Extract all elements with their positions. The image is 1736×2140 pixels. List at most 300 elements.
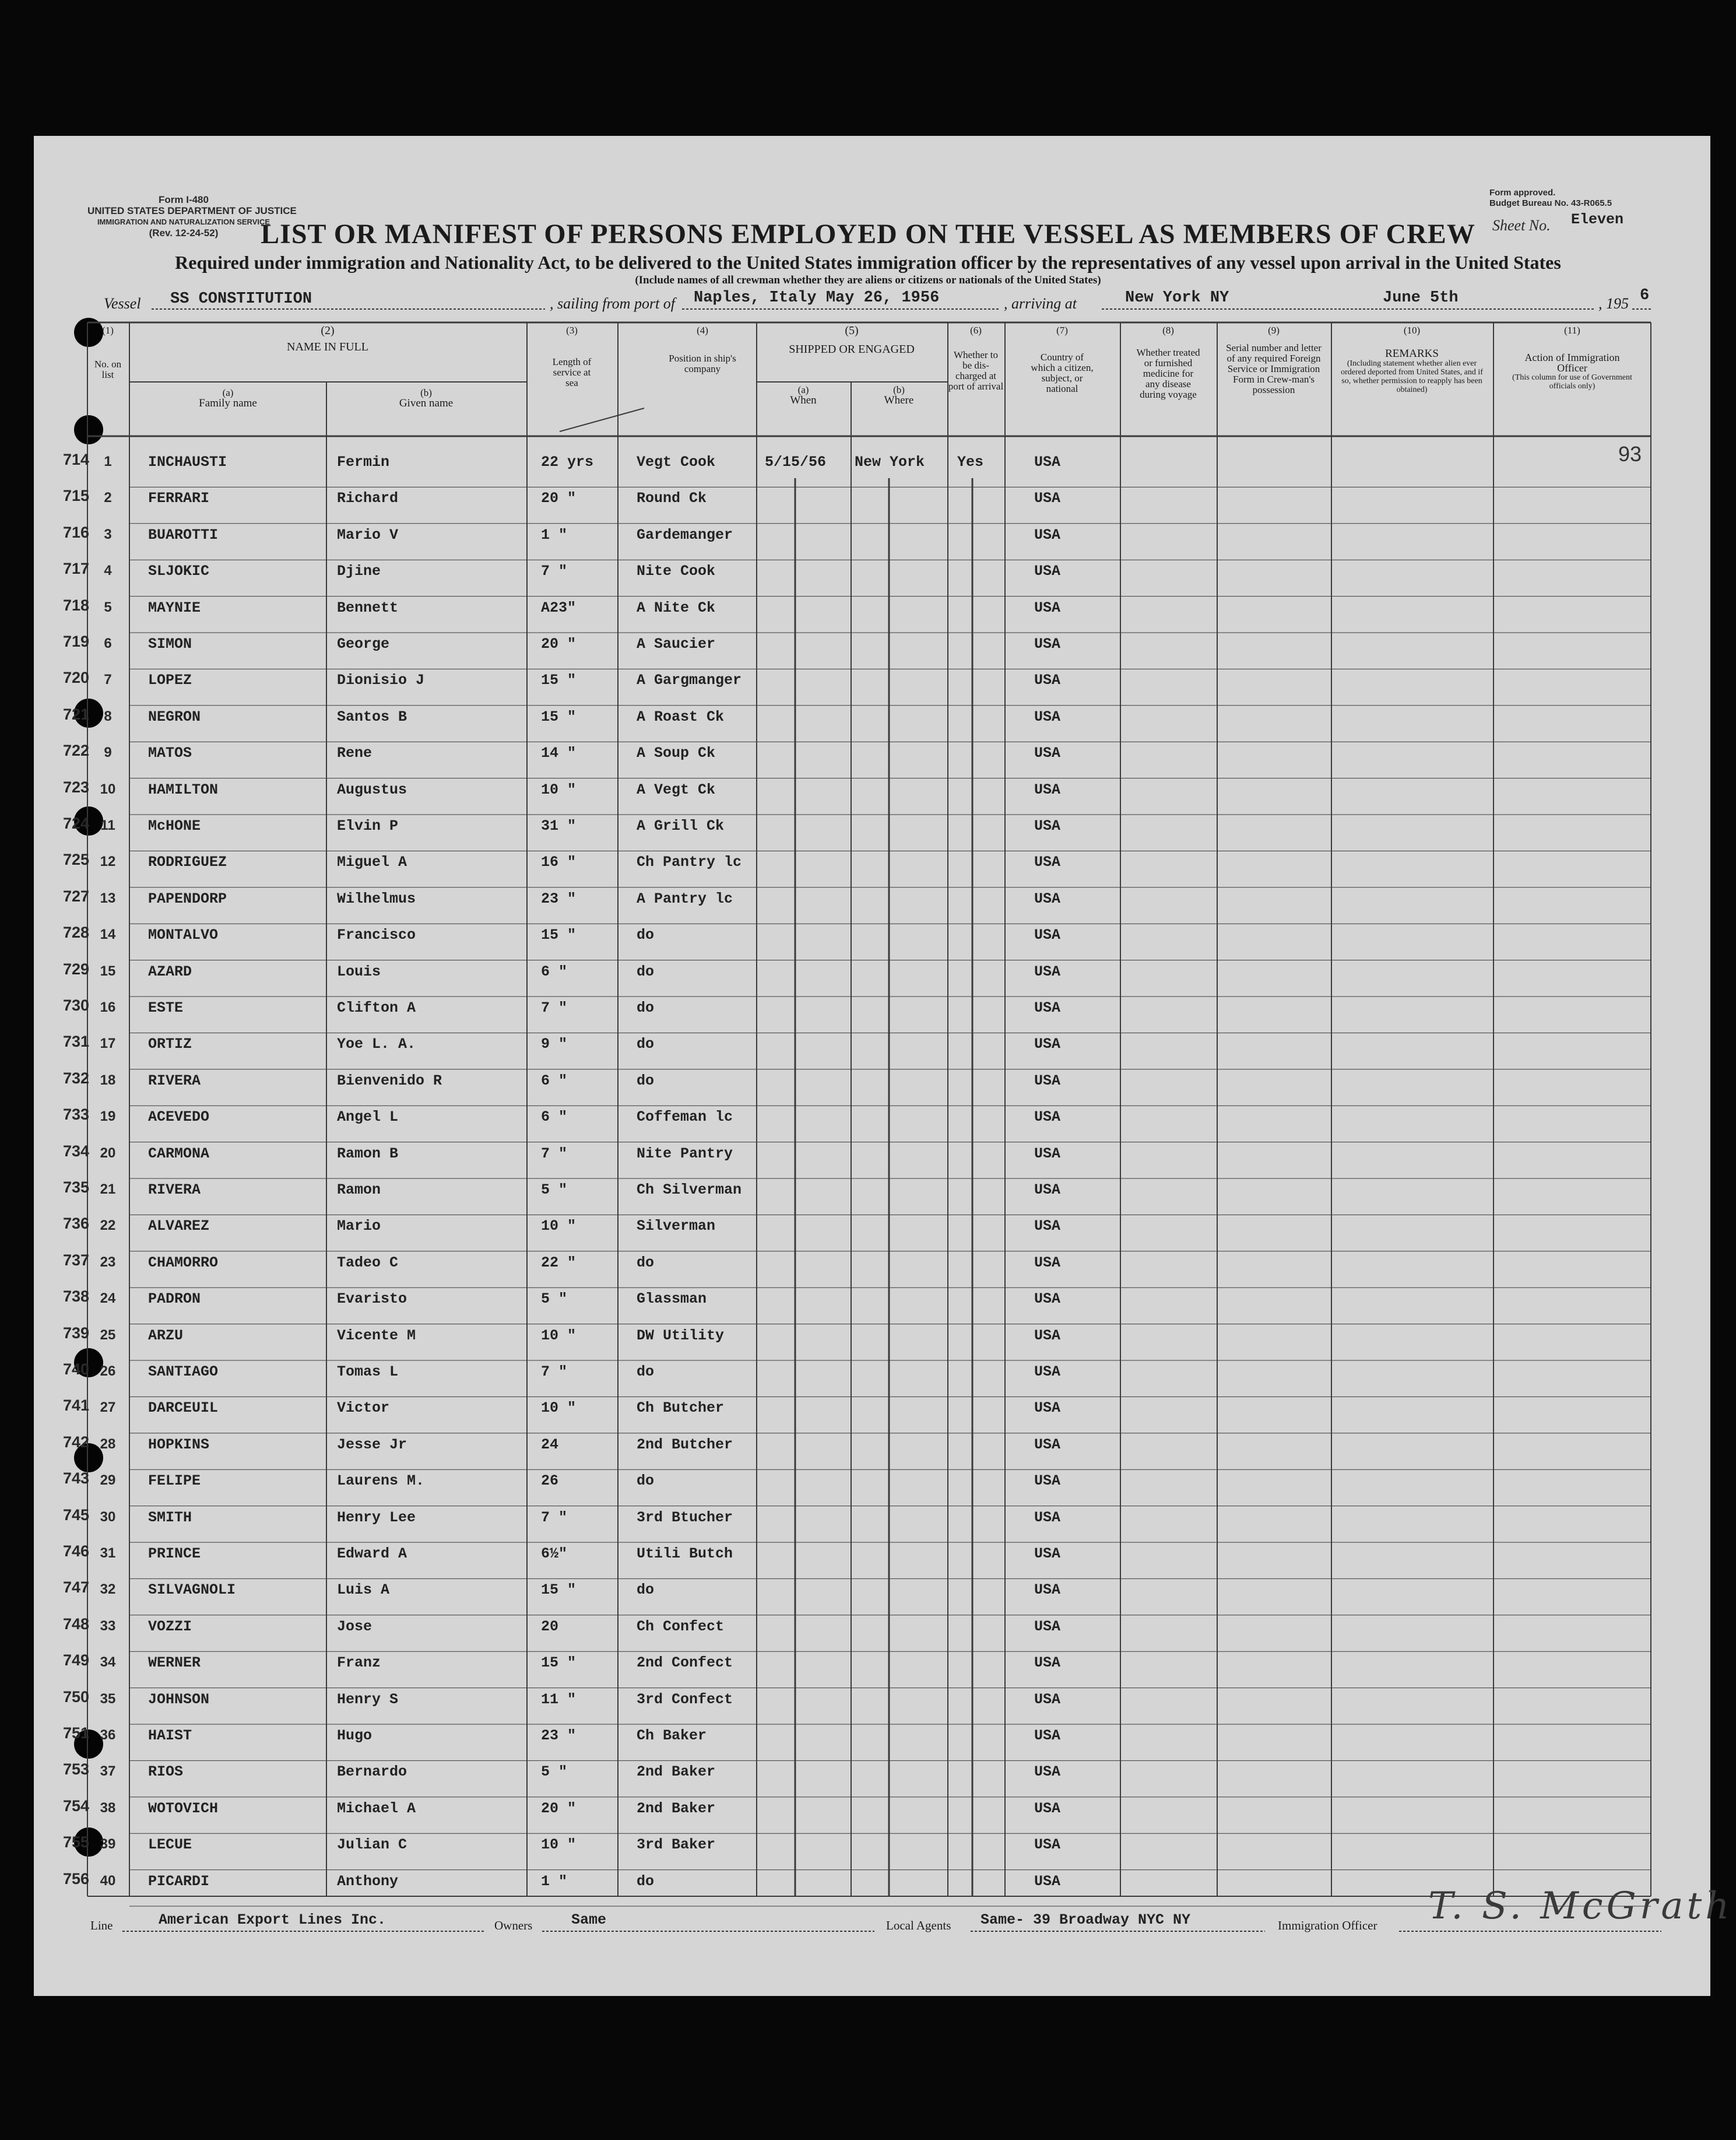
row-list-number: 16 [100, 999, 116, 1015]
row-position: A Soup Ck [637, 745, 716, 762]
row-ref-number: 746 [63, 1542, 90, 1560]
row-given-name: Djine [337, 563, 381, 580]
row-service-length: 6 " [541, 963, 568, 980]
row-family-name: WOTOVICH [148, 1799, 219, 1817]
row-family-name: HAMILTON [148, 781, 219, 798]
row-family-name: SLJOKIC [148, 563, 210, 580]
row-country: USA [1034, 1545, 1061, 1562]
row-list-number: 38 [100, 1799, 116, 1816]
row-service-length: 1 " [541, 526, 568, 543]
arriving-label: , arriving at [1004, 295, 1077, 312]
row-country: USA [1034, 1254, 1061, 1271]
col9-header [1217, 325, 1330, 395]
row-country: USA [1034, 963, 1061, 980]
row-ref-number: 736 [63, 1215, 90, 1233]
row-ref-number: 735 [63, 1178, 90, 1196]
row-list-number: 15 [100, 963, 116, 979]
shipped-when: 5/15/56 [765, 454, 827, 471]
row-given-name: Henry Lee [337, 1508, 416, 1526]
col5a-header [757, 385, 850, 406]
footer-underlines [0, 1866, 1736, 1948]
row-ref-number: 730 [63, 997, 90, 1014]
col11-header [1493, 325, 1651, 391]
row-country: USA [1034, 1036, 1061, 1053]
row-family-name: JOHNSON [148, 1690, 210, 1708]
row-country: USA [1034, 599, 1061, 616]
col5b-letter: (b) [893, 384, 905, 395]
row-ref-number: 754 [63, 1797, 90, 1815]
vessel-label: Vessel [104, 295, 141, 312]
row-family-name: ALVAREZ [148, 1218, 210, 1235]
row-country: USA [1034, 563, 1061, 580]
row-given-name: Angel L [337, 1108, 399, 1126]
col11-title: Action of Immigration Officer [1524, 352, 1620, 374]
row-family-name: SMITH [148, 1508, 192, 1526]
row-country: USA [1034, 1836, 1061, 1854]
row-service-length: 16 " [541, 854, 577, 871]
col2b-title: Given name [399, 397, 454, 409]
row-service-length: 7 " [541, 563, 568, 580]
row-ref-number: 747 [63, 1578, 90, 1597]
col5-header [757, 325, 947, 355]
row-list-number: 21 [100, 1181, 116, 1197]
row-family-name: LECUE [148, 1836, 192, 1854]
row-family-name: NEGRON [148, 708, 201, 725]
row-service-length: 20 [541, 1618, 559, 1635]
row-family-name: FELIPE [148, 1472, 201, 1490]
row-list-number: 7 [104, 672, 112, 688]
row-family-name: MATOS [148, 745, 192, 762]
row-country: USA [1034, 1472, 1061, 1490]
row-ref-number: 740 [63, 1360, 90, 1378]
col4-title: Position in ship's company [669, 353, 736, 374]
row-list-number: 1 [104, 454, 112, 469]
row-ref-number: 756 [63, 1869, 90, 1888]
row-ref-number: 719 [63, 633, 90, 650]
row-family-name: ACEVEDO [148, 1108, 210, 1126]
agents-name: Same- 39 Broadway NYC NY [981, 1911, 1191, 1928]
row-ref-number: 727 [63, 887, 90, 905]
row-position: Round Ck [637, 490, 707, 507]
row-service-length: 10 " [541, 1836, 577, 1854]
row-family-name: PADRON [148, 1290, 201, 1308]
row-family-name: INCHAUSTI [148, 454, 227, 471]
col11-number: (11) [1564, 325, 1580, 336]
line-label: Line [90, 1918, 113, 1932]
row-family-name: ARZU [148, 1327, 184, 1344]
row-country: USA [1034, 636, 1061, 652]
row-position: Silverman [637, 1218, 716, 1235]
col1-title: No. on list [94, 359, 122, 380]
row-country: USA [1034, 927, 1061, 944]
row-position: Glassman [637, 1290, 707, 1308]
row-ref-number: 748 [63, 1615, 90, 1633]
row-ref-number: 733 [63, 1106, 90, 1124]
row-ref-number: 750 [63, 1688, 90, 1706]
row-ref-number: 741 [63, 1397, 90, 1415]
row-service-length: 15 " [541, 708, 577, 725]
row-position: Ch Pantry lc [637, 854, 742, 871]
row-family-name: VOZZI [148, 1618, 192, 1635]
row-ref-number: 751 [63, 1724, 90, 1742]
row-list-number: 5 [104, 599, 112, 615]
col10-note: (Including statement whether alien ever ordered deported from United States, and if so, whether permission to reapply has been obtained) [1341, 359, 1483, 394]
row-position: A Vegt Ck [637, 781, 716, 798]
row-position: Vegt Cook [637, 454, 716, 471]
row-list-number: 12 [100, 854, 116, 870]
col9-number: (9) [1268, 325, 1280, 336]
col6-title: Whether to be dis-charged at port of arrival [948, 349, 1004, 392]
row-service-length: 22 " [541, 1254, 577, 1271]
row-given-name: Ramon [337, 1181, 381, 1198]
row-country: USA [1034, 1145, 1061, 1162]
col7-number: (7) [1056, 325, 1068, 336]
row-list-number: 40 [100, 1872, 116, 1889]
row-position: Nite Cook [637, 563, 716, 580]
row-country: USA [1034, 1290, 1061, 1308]
col1-number: (1) [102, 325, 114, 336]
row-given-name: Francisco [337, 927, 416, 944]
row-ref-number: 753 [63, 1760, 90, 1778]
row-given-name: Julian C [337, 1836, 407, 1854]
row-list-number: 35 [100, 1690, 116, 1707]
row-position: do [637, 1581, 655, 1599]
row-ref-number: 749 [63, 1651, 90, 1669]
row-ref-number: 723 [63, 778, 90, 796]
row-list-number: 8 [104, 708, 112, 724]
row-family-name: BUAROTTI [148, 526, 219, 543]
form-number: Form I-480 [159, 194, 209, 205]
row-list-number: 29 [100, 1472, 116, 1489]
row-list-number: 22 [100, 1218, 116, 1234]
sheet-label: Sheet No. [1492, 217, 1551, 234]
col2-header [129, 325, 526, 352]
col2-number: (2) [321, 324, 335, 337]
row-family-name: PRINCE [148, 1545, 201, 1562]
row-list-number: 32 [100, 1581, 116, 1598]
row-ref-number: 716 [63, 523, 90, 541]
row-service-length: 6½" [541, 1545, 568, 1562]
row-position: do [637, 1363, 655, 1380]
row-country: USA [1034, 1581, 1061, 1599]
row-list-number: 3 [104, 526, 112, 542]
row-service-length: 22 yrs [541, 454, 594, 471]
row-ref-number: 745 [63, 1506, 90, 1524]
row-position: do [637, 1254, 655, 1271]
row-given-name: Franz [337, 1654, 381, 1672]
col8-header [1120, 325, 1216, 400]
row-position: do [637, 1072, 655, 1089]
row-position: Gardemanger [637, 526, 733, 543]
row-given-name: Bienvenido R [337, 1072, 442, 1089]
row-family-name: LOPEZ [148, 672, 192, 689]
row-given-name: Evaristo [337, 1290, 407, 1308]
row-list-number: 18 [100, 1072, 116, 1088]
row-country: USA [1034, 672, 1061, 689]
row-list-number: 25 [100, 1327, 116, 1343]
budget-bureau: Budget Bureau No. 43-R065.5 [1489, 198, 1612, 208]
row-list-number: 24 [100, 1290, 116, 1307]
col8-title: Whether treated or furnished medicine for any disease during voyage [1136, 347, 1200, 400]
row-position: 2nd Confect [637, 1654, 733, 1672]
row-given-name: Vicente M [337, 1327, 416, 1344]
row-service-length: 15 " [541, 672, 577, 689]
row-service-length: 7 " [541, 999, 568, 1016]
row-given-name: Miguel A [337, 854, 407, 871]
shipped-where: New York [855, 454, 925, 471]
row-family-name: ORTIZ [148, 1036, 192, 1053]
row-country: USA [1034, 818, 1061, 834]
row-family-name: AZARD [148, 963, 192, 980]
row-country: USA [1034, 526, 1061, 543]
row-given-name: Louis [337, 963, 381, 980]
row-service-length: 15 " [541, 927, 577, 944]
col2a-letter: (a) [222, 387, 234, 398]
row-country: USA [1034, 781, 1061, 798]
row-position: A Saucier [637, 636, 716, 652]
row-position: 3rd Confect [637, 1690, 733, 1708]
col3-number: (3) [566, 325, 578, 336]
row-family-name: SANTIAGO [148, 1363, 219, 1380]
col4-number: (4) [697, 325, 708, 336]
row-service-length: 6 " [541, 1108, 568, 1126]
row-country: USA [1034, 1872, 1061, 1890]
row-position: Ch Silverman [637, 1181, 742, 1198]
row-country: USA [1034, 1181, 1061, 1198]
row-list-number: 13 [100, 890, 116, 906]
row-given-name: Elvin P [337, 818, 399, 834]
row-country: USA [1034, 854, 1061, 871]
row-service-length: 5 " [541, 1763, 568, 1781]
row-service-length: 23 " [541, 1727, 577, 1744]
row-list-number: 4 [104, 563, 112, 579]
col7-header [1005, 325, 1119, 394]
row-ref-number: 734 [63, 1142, 90, 1160]
row-family-name: SILVAGNOLI [148, 1581, 236, 1599]
row-given-name: George [337, 636, 390, 652]
form-title: LIST OR MANIFEST OF PERSONS EMPLOYED ON THE VESSEL AS MEMBERS OF CREW [261, 219, 1475, 250]
row-given-name: Tomas L [337, 1363, 399, 1380]
row-family-name: RODRIGUEZ [148, 854, 227, 871]
row-ref-number: 715 [63, 487, 90, 505]
row-service-length: 7 " [541, 1508, 568, 1526]
row-service-length: 31 " [541, 818, 577, 834]
row-ref-number: 720 [63, 669, 90, 687]
row-given-name: Michael A [337, 1799, 416, 1817]
row-country: USA [1034, 999, 1061, 1016]
row-given-name: Richard [337, 490, 399, 507]
col7-title: Country of which a citizen, subject, or national [1031, 352, 1094, 394]
row-given-name: Yoe L. A. [337, 1036, 416, 1053]
col6-header [948, 325, 1004, 392]
row-country: USA [1034, 1727, 1061, 1744]
arriving-port: New York NY [1125, 289, 1229, 307]
row-list-number: 31 [100, 1545, 116, 1561]
row-service-length: 20 " [541, 636, 577, 652]
row-country: USA [1034, 1327, 1061, 1344]
row-country: USA [1034, 890, 1061, 907]
row-service-length: 14 " [541, 745, 577, 762]
row-service-length: 6 " [541, 1072, 568, 1089]
col1-header [87, 325, 128, 380]
row-given-name: Clifton A [337, 999, 416, 1016]
col5b-header [851, 385, 947, 406]
year-digit: 6 [1640, 287, 1650, 304]
row-list-number: 19 [100, 1108, 116, 1125]
col2b-letter: (b) [420, 387, 432, 398]
col10-header [1331, 325, 1492, 394]
row-ref-number: 725 [63, 851, 90, 869]
row-ref-number: 737 [63, 1251, 90, 1269]
row-country: USA [1034, 490, 1061, 507]
officer-signature: T. S. McGrath [1428, 1885, 1733, 1928]
row-country: USA [1034, 1508, 1061, 1526]
row-country: USA [1034, 1799, 1061, 1817]
row-list-number: 6 [104, 636, 112, 651]
row-country: USA [1034, 1763, 1061, 1781]
row-list-number: 10 [100, 781, 116, 797]
row-country: USA [1034, 1363, 1061, 1380]
row-ref-number: 739 [63, 1324, 90, 1342]
col10-number: (10) [1403, 325, 1421, 336]
row-given-name: Ramon B [337, 1145, 399, 1162]
row-given-name: Santos B [337, 708, 407, 725]
arrival-date: June 5th [1383, 289, 1459, 307]
row-given-name: Laurens M. [337, 1472, 425, 1490]
row-family-name: DARCEUIL [148, 1399, 219, 1417]
row-family-name: FERRARI [148, 490, 210, 507]
row-given-name: Dionisio J [337, 672, 425, 689]
row-family-name: HAIST [148, 1727, 192, 1744]
row-list-number: 37 [100, 1763, 116, 1780]
row-list-number: 36 [100, 1727, 116, 1743]
row-list-number: 33 [100, 1618, 116, 1634]
row-family-name: McHONE [148, 818, 201, 834]
row-given-name: Rene [337, 745, 372, 762]
row-given-name: Bernardo [337, 1763, 407, 1781]
row-ref-number: 728 [63, 924, 90, 942]
row-family-name: ESTE [148, 999, 184, 1016]
row-position: do [637, 1872, 655, 1890]
row-family-name: WERNER [148, 1654, 201, 1672]
col5-title: SHIPPED OR ENGAGED [789, 343, 915, 356]
row-service-length: 5 " [541, 1290, 568, 1308]
row-country: USA [1034, 1399, 1061, 1417]
row-ref-number: 755 [63, 1833, 90, 1851]
row-given-name: Fermin [337, 454, 390, 471]
row-given-name: Edward A [337, 1545, 407, 1562]
row-family-name: HOPKINS [148, 1436, 210, 1453]
row-position: do [637, 1036, 655, 1053]
row-family-name: SIMON [148, 636, 192, 652]
row-service-length: 15 " [541, 1581, 577, 1599]
row-list-number: 20 [100, 1145, 116, 1161]
row-service-length: 9 " [541, 1036, 568, 1053]
owners-name: Same [571, 1911, 607, 1928]
row-position: A Gargmanger [637, 672, 742, 689]
row-position: 2nd Baker [637, 1763, 716, 1781]
row-position: Ch Butcher [637, 1399, 725, 1417]
row-list-number: 26 [100, 1363, 116, 1379]
col9-title: Serial number and letter of any required Foreign Service or Immigration Form in Crew-man's possession [1226, 342, 1322, 395]
row-position: A Pantry lc [637, 890, 733, 907]
col2-title: NAME IN FULL [287, 341, 368, 353]
col2a-header [129, 388, 326, 409]
row-family-name: MAYNIE [148, 599, 201, 616]
form-subtitle: Required under immigration and Nationality Act, to be delivered to the United States immigration officer by the representatives of any vessel upon arrival in the United States [175, 252, 1561, 273]
row-country: USA [1034, 1690, 1061, 1708]
form-note: (Include names of all crewman whether they are aliens or citizens or nationals of the United States) [635, 274, 1101, 286]
row-given-name: Bennett [337, 599, 399, 616]
row-ref-number: 714 [63, 451, 90, 468]
row-list-number: 23 [100, 1254, 116, 1270]
row-given-name: Augustus [337, 781, 407, 798]
row-ref-number: 721 [63, 705, 90, 723]
sailing-label: , sailing from port of [550, 295, 676, 312]
row-given-name: Jose [337, 1618, 372, 1635]
row-position: Utili Butch [637, 1545, 733, 1562]
row-position: 2nd Baker [637, 1799, 716, 1817]
row-ref-number: 729 [63, 960, 90, 978]
row-country: USA [1034, 1108, 1061, 1126]
row-position: Nite Pantry [637, 1145, 733, 1162]
form-revision: (Rev. 12-24-52) [149, 227, 219, 238]
row-service-length: 7 " [541, 1363, 568, 1380]
agency-name: UNITED STATES DEPARTMENT OF JUSTICE [87, 205, 297, 216]
row-given-name: Victor [337, 1399, 390, 1417]
row-country: USA [1034, 1618, 1061, 1635]
col5a-letter: (a) [797, 384, 809, 395]
line-name: American Export Lines Inc. [159, 1911, 386, 1928]
row-ref-number: 718 [63, 596, 90, 614]
row-service-length: A23" [541, 599, 577, 616]
row-country: USA [1034, 745, 1061, 762]
row-given-name: Mario V [337, 526, 399, 543]
row-service-length: 10 " [541, 781, 577, 798]
row-position: DW Utility [637, 1327, 725, 1344]
row-ref-number: 742 [63, 1433, 90, 1451]
sailing-port: Naples, Italy May 26, 1956 [694, 289, 940, 307]
agents-label: Local Agents [886, 1918, 951, 1932]
row-ref-number: 722 [63, 742, 90, 760]
row-position: Ch Baker [637, 1727, 707, 1744]
row-position: do [637, 927, 655, 944]
officer-mark: 93 [1618, 442, 1642, 466]
col3-header [527, 325, 617, 388]
form-approved: Form approved. [1489, 188, 1556, 198]
row-service-length: 1 " [541, 1872, 568, 1890]
row-given-name: Wilhelmus [337, 890, 416, 907]
row-ref-number: 732 [63, 1069, 90, 1087]
row-service-length: 24 [541, 1436, 559, 1453]
row-family-name: PAPENDORP [148, 890, 227, 907]
row-service-length: 15 " [541, 1654, 577, 1672]
row-service-length: 11 " [541, 1690, 577, 1708]
row-list-number: 14 [100, 927, 116, 943]
row-service-length: 10 " [541, 1218, 577, 1235]
col2b-header [326, 388, 526, 409]
year-label: , 195 [1598, 295, 1629, 312]
row-position: 3rd Btucher [637, 1508, 733, 1526]
row-family-name: CHAMORRO [148, 1254, 219, 1271]
row-family-name: RIVERA [148, 1181, 201, 1198]
row-list-number: 28 [100, 1436, 116, 1452]
sheet-number: Eleven [1571, 211, 1624, 228]
row-family-name: RIVERA [148, 1072, 201, 1089]
row-service-length: 5 " [541, 1181, 568, 1198]
row-given-name: Jesse Jr [337, 1436, 407, 1453]
row-family-name: MONTALVO [148, 927, 219, 944]
